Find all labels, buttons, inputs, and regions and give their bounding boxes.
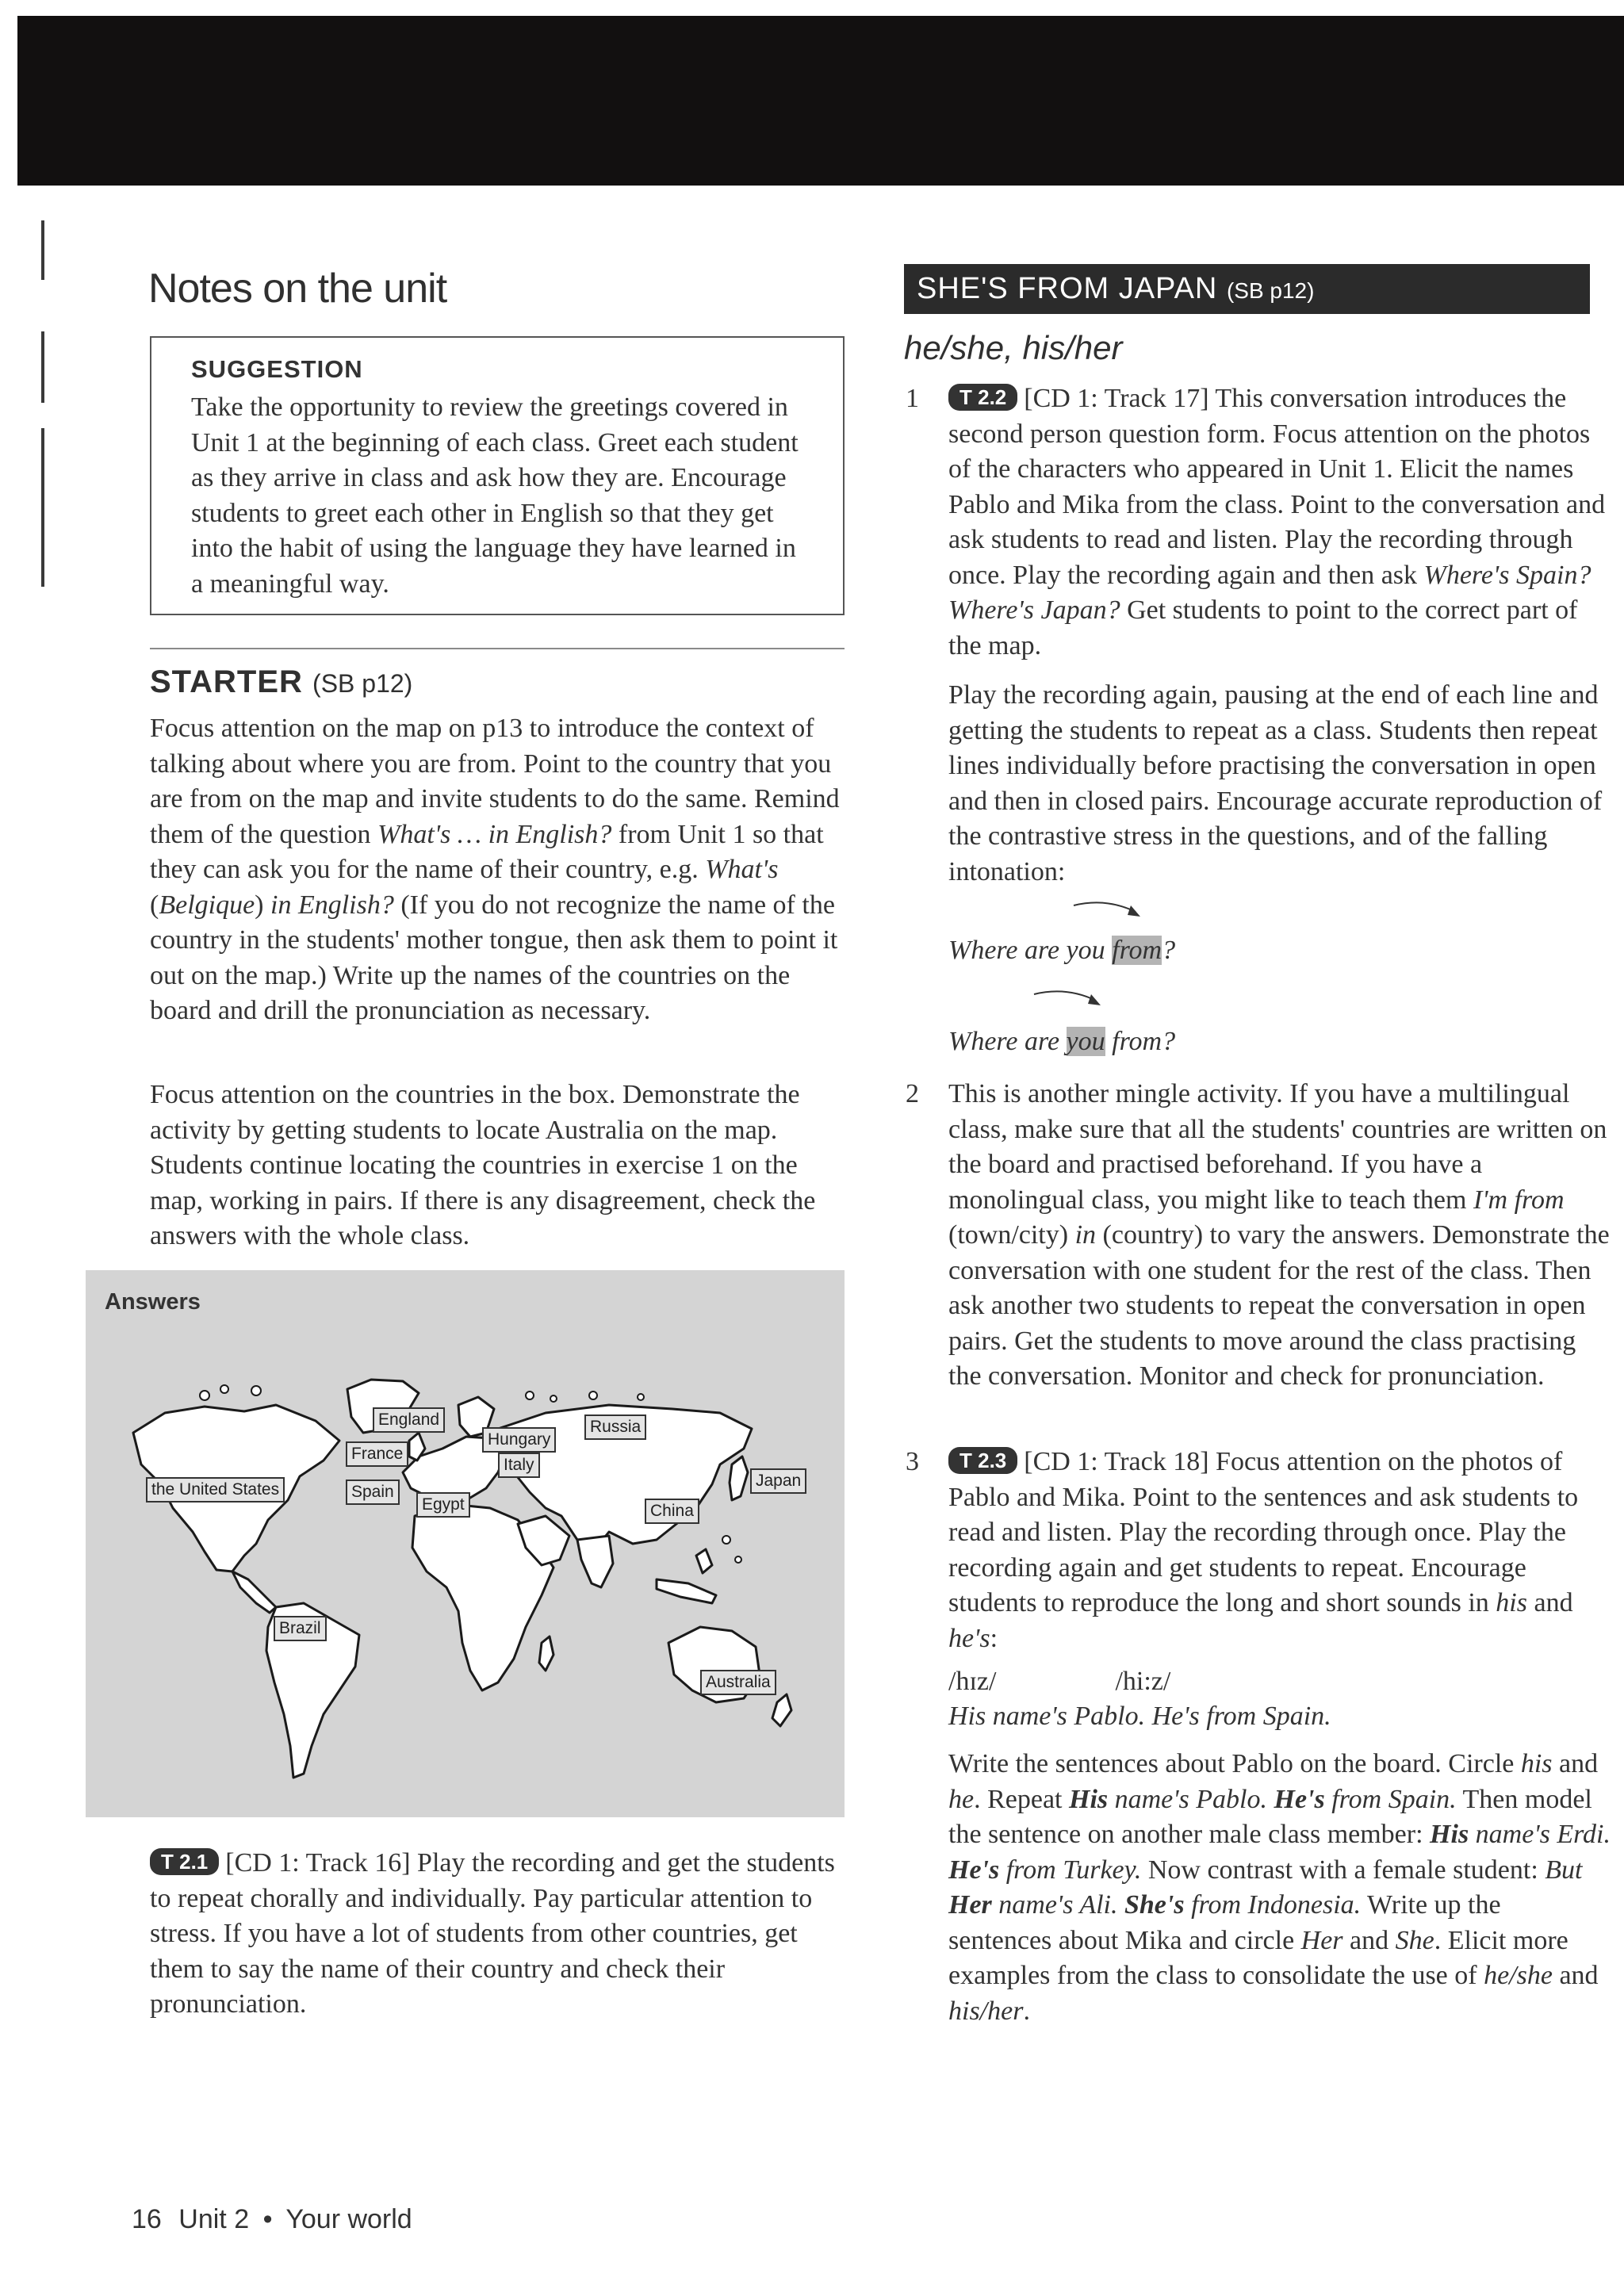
item-1-paragraph-2: Play the recording again, pausing at the end of each line and getting the students to repeat as a class. Students then repeat lines individually before practising the conversation in open and then in closed pairs. Encourage accurate reproduction of the contrastive stress in the questions, and of the falling intonation: xyxy=(948,680,1603,886)
section-ref: (SB p12) xyxy=(1226,278,1315,303)
map-label-japan: Japan xyxy=(750,1468,806,1494)
page-number: 16 xyxy=(132,2204,162,2234)
top-dark-band xyxy=(17,16,1624,186)
intonation-arrow-icon xyxy=(1071,898,1150,929)
margin-rule xyxy=(41,220,44,280)
track-badge[interactable]: T 2.1 xyxy=(150,1848,219,1875)
starter-paragraph-1: Focus attention on the map on p13 to introduce the context of talking about where you are from. Point to the country that you are from on the map and invite students to do the same. Remind them of the question What's … in English? from Unit 1 so that they can ask you for the name of their country, e.g. What's (Belgique) in English? (If you do not recognize the name of the country in the students' mother tongue, then ask them to point it out on the map.) Write up the names of the countries on the board and drill the pronunciation as necessary. xyxy=(150,714,840,1025)
track-2-1-paragraph: T 2.1 [CD 1: Track 16] Play the recording and get the students to repeat chorally and individually. Pay particular attention to stress. If you have a lot of students from other countries, get them to say the name of their country and check their pronunciation. xyxy=(150,1848,835,2019)
section-title-bar xyxy=(904,264,1590,314)
track-badge[interactable]: T 2.3 xyxy=(948,1447,1017,1474)
map-label-brazil: Brazil xyxy=(274,1616,327,1641)
starter-title: STARTER xyxy=(150,664,303,699)
notes-title: Notes on the unit xyxy=(148,266,447,312)
starter-paragraph-2: Focus attention on the countries in the box. Demonstrate the activity by getting students to locate Australia on the map. Students continue locating the countries in exercise 1 on the map, working in pairs. If there is any disagreement, check the answers with the whole class. xyxy=(150,1080,816,1250)
item-1-paragraph: T 2.2 [CD 1: Track 17] This conversation introduces the second person question form. Focus attention on the photos of the characters who appeared in Unit 1. Elicit the names Pablo and Mika from the class. Point to the conversation and ask students to read and listen. Play the recording through once. Play the recording again and then ask Where's Spain? Where's Japan? Get students to point to the correct part of the map. xyxy=(948,384,1606,660)
example-sentence: His name's Pablo. He's from Spain. xyxy=(948,1702,1331,1731)
suggestion-label: SUGGESTION xyxy=(191,355,363,383)
footer-unit: Unit 2 xyxy=(178,2204,250,2234)
starter-ref: (SB p12) xyxy=(312,669,413,698)
world-map xyxy=(86,1270,845,1817)
map-label-italy: Italy xyxy=(498,1453,540,1478)
map-label-hungary: Hungary xyxy=(482,1427,556,1453)
item-2-paragraph: This is another mingle activity. If you have a multilingual class, make sure that all the students' countries are written on the board and practised beforehand. If you have a monolingual class, you might like to teach them I'm from (town/city) in (country) to vary the answers. Demonstrate the conversation with one student for the rest of the class. Then ask another two students to repeat the conversation in open pairs. Get the students to move around the class practising the conversation. Monitor and check for pronunciation. xyxy=(948,1079,1610,1391)
map-label-china: China xyxy=(645,1499,699,1524)
section-title: SHE'S FROM JAPAN xyxy=(917,272,1218,305)
item-number: 1 xyxy=(906,384,919,413)
subheading: he/she, his/her xyxy=(904,329,1123,366)
map-label-russia: Russia xyxy=(584,1414,646,1440)
intonation-arrow-icon xyxy=(1031,986,1110,1018)
footer-title: Your world xyxy=(285,2204,412,2234)
map-label-france: France xyxy=(346,1441,408,1467)
phonetic-line: /hɪz/ /hi:z/ xyxy=(948,1667,1171,1696)
suggestion-text: Take the opportunity to review the greetings covered in Unit 1 at the beginning of each class. Greet each student as they arrive in class and ask how they are. Encourage students to greet each other in English so that they get into the habit of using the language they have learned in a meaningful way. xyxy=(191,392,799,599)
map-label-england: England xyxy=(373,1407,445,1433)
intonation-example-1: Where are you from? xyxy=(948,936,1176,965)
intonation-example-2: Where are you from? xyxy=(948,1027,1176,1056)
map-label-australia: Australia xyxy=(700,1670,776,1695)
track-badge[interactable]: T 2.2 xyxy=(948,384,1017,411)
suggestion-box xyxy=(150,336,845,615)
map-label-egypt: Egypt xyxy=(416,1492,470,1518)
margin-rule xyxy=(41,428,44,587)
item-3-paragraph: T 2.3 [CD 1: Track 18] Focus attention on the photos of Pablo and Mika. Point to the sentences and ask students to read and listen. Play the recording through once. Play the recording again and get students to repeat. Encourage students to reproduce the long and short sounds in his and he's: xyxy=(948,1447,1579,1653)
section-divider xyxy=(150,648,845,649)
item-number: 2 xyxy=(906,1079,919,1108)
map-label-united-states: the United States xyxy=(146,1477,285,1503)
page-footer xyxy=(132,2204,412,2235)
starter-heading xyxy=(150,664,412,700)
footer-separator: • xyxy=(262,2204,273,2234)
map-label-spain: Spain xyxy=(346,1480,400,1505)
item-number: 3 xyxy=(906,1447,919,1476)
item-3-paragraph-2: Write the sentences about Pablo on the board. Circle his and he. Repeat His name's Pablo. He's from Spain. Then model the sentence on another male class member: His name's Erdi. He's from Turkey. Now contrast with a female student: But Her name's Ali. She's from Indonesia. Write up the sentences about Mika and circle Her and She. Elicit more examples from the class to consolidate the use of he/she and his/her. xyxy=(948,1749,1611,2026)
answers-label: Answers xyxy=(105,1289,201,1315)
margin-rule xyxy=(41,331,44,403)
